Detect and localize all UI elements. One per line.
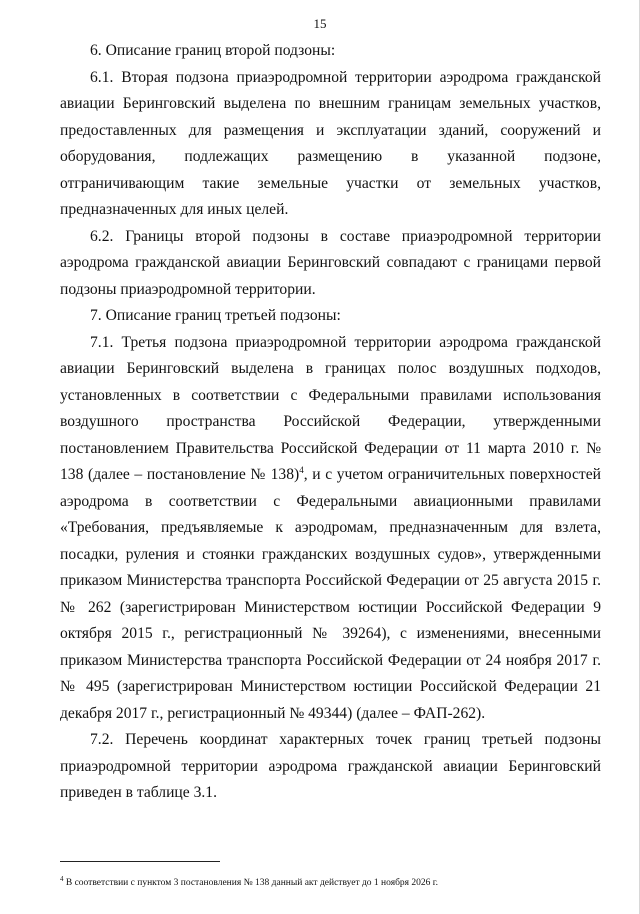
section-7-heading: 7. Описание границ третьей подзоны: [90, 307, 341, 324]
footnote-separator [60, 861, 220, 862]
footnote-mark: 4 [60, 874, 64, 883]
paragraph-7-1-text-b: , и с учетом ограничительных поверхностей аэродрома в соответствии с Федеральными авиационными правилами «Требования, предъявляемые к аэродромам, предназначенным для взлета, посадки, руления и стоянки гражданских воздушных судов», утвержденными приказом Министерства транспорта Российской Федерации от 25 августа 2015 г. № 262 (зарегистрирован Министерством юстиции Российской Федерации 9 октября 2015 г., регистрационный № 39264), с изменениями, внесенными приказом Министерства транспорта Российской Федерации от 24 ноября 2017 г. № 495 (зарегистрирован Министерством юстиции Российской Федерации 21 декабря 2017 г., регистрационный № 49344) (далее – ФАП-262). [60, 466, 601, 722]
paragraph-6-1: 6.1. Вторая подзона приаэродромной территории аэродрома гражданской авиации Беринговский выделена по внешним границам земельных участков, предоставленных для размещения и эксплуатации зданий, сооружений и оборудования, подлежащих размещению в указанной подзоне, отграничивающим такие земельные участки от земельных участков, предназначенных для иных целей. [60, 68, 601, 218]
paragraph-6-2: 6.2. Границы второй подзоны в составе приаэродромной территории аэродрома гражданской авиации Беринговский совпадают с границами первой подзоны приаэродромной территории. [60, 227, 601, 298]
footnote-text: В соответствии с пунктом 3 постановления № 138 данный акт действует до 1 ноября 2026 г. [63, 878, 438, 888]
footnote-reference[interactable]: 4 [299, 464, 304, 475]
section-6-heading: 6. Описание границ второй подзоны: [90, 42, 336, 59]
paragraph-7-2: 7.2. Перечень координат характерных точек границ третьей подзоны приаэродромной территории аэродрома гражданской авиации Беринговский приведен в таблице 3.1. [60, 731, 601, 801]
page-number: 15 [313, 16, 327, 31]
footnote [60, 874, 601, 889]
paragraph-7-1-text-a: 7.1. Третья подзона приаэродромной территории аэродрома гражданской авиации Беринговский выделена в границах полос воздушных подходов, установленных в соответствии с Федеральными правилами использования воздушного пространства Российской Федерации, утвержденными постановлением Правительства Российской Федерации от 11 марта 2010 г. № 138 (далее – постановление № 138) [60, 333, 601, 483]
paragraph-7-1 [60, 330, 601, 728]
document-body [60, 38, 601, 807]
